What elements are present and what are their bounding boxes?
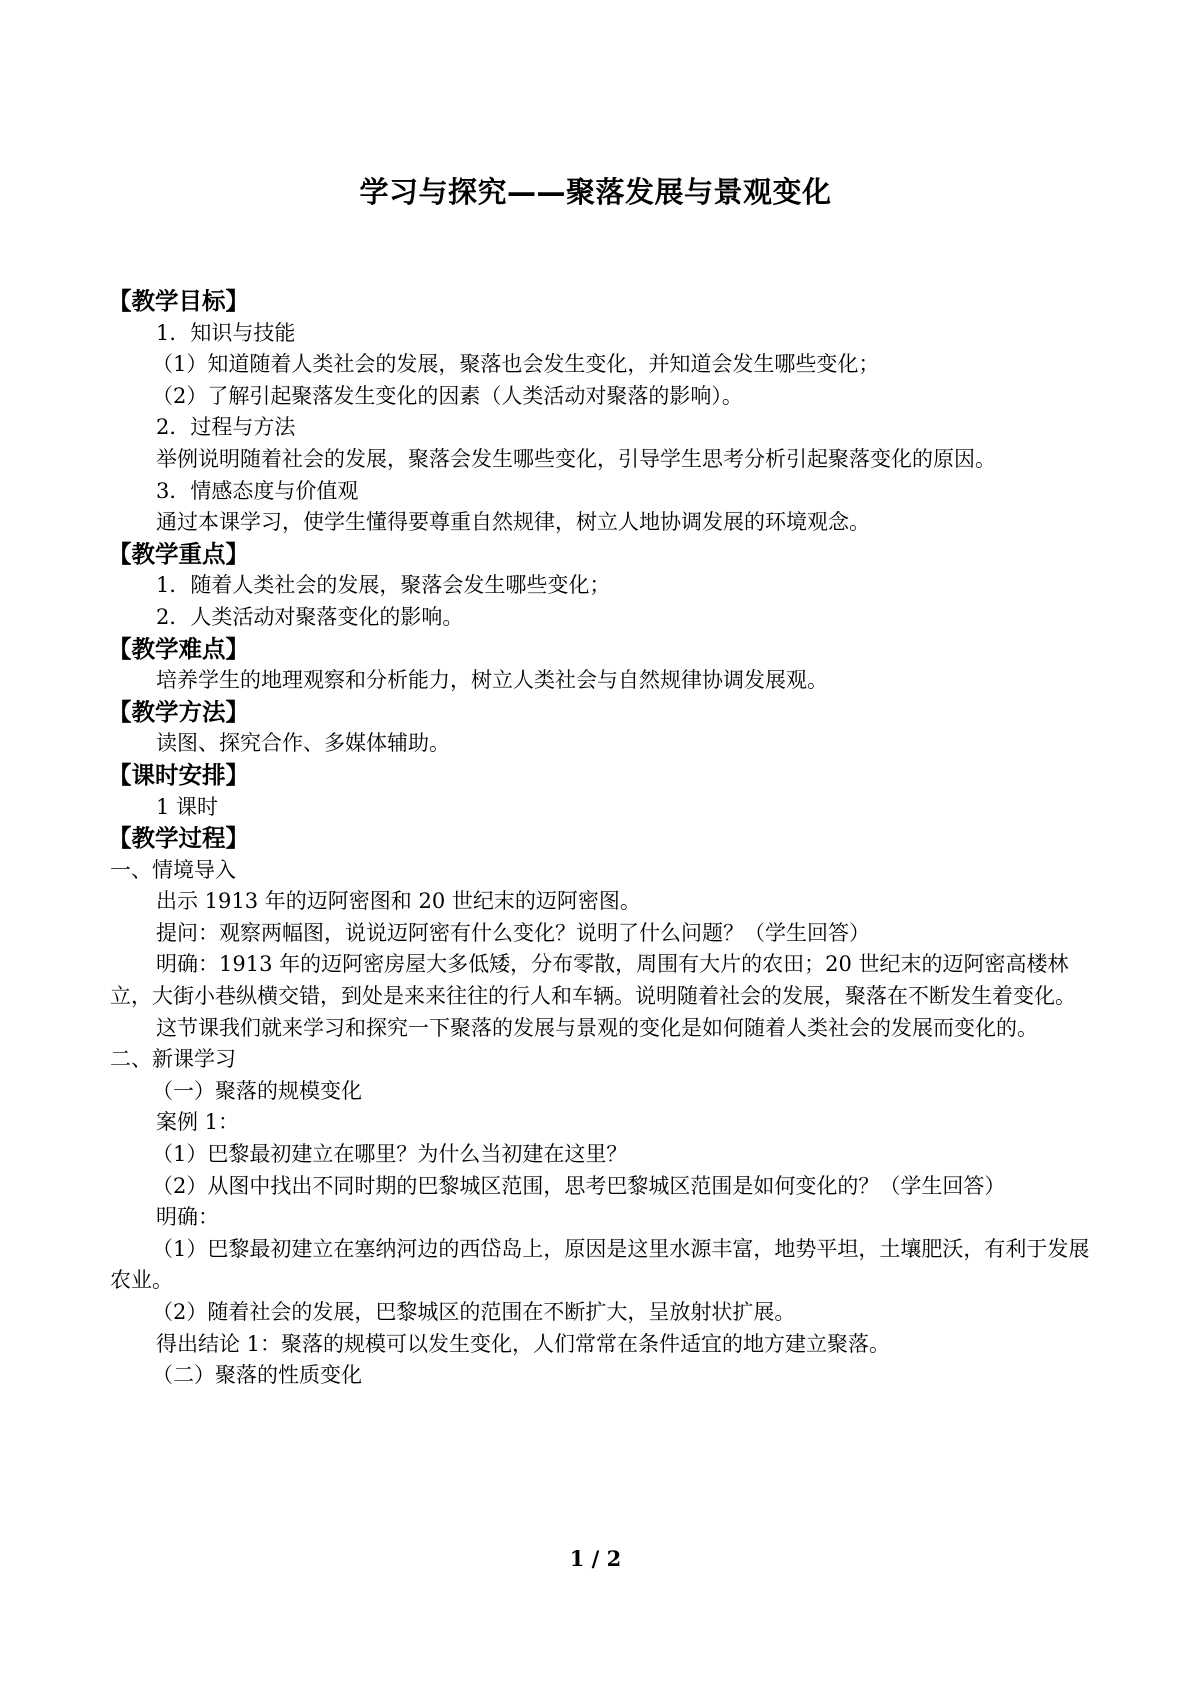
section-heading-objectives: 【教学目标】 <box>108 287 249 315</box>
section-heading-key-points: 【教学重点】 <box>108 539 249 568</box>
section-heading-process: 【教学过程】 <box>108 824 249 853</box>
process-paragraph: （2）从图中找出不同时期的巴黎城区范围，思考巴黎城区范围是如何变化的？（学生回答） <box>152 1173 1006 1198</box>
objective-line: 2．过程与方法 <box>156 415 296 440</box>
process-line: 明确： <box>156 1205 219 1230</box>
process-line: （二）聚落的性质变化 <box>152 1363 362 1388</box>
objective-line: 1．知识与技能 <box>156 320 296 345</box>
page-number: 1 / 2 <box>569 1546 622 1571</box>
process-subheading: 一、情境导入 <box>110 857 236 882</box>
document-title: 学习与探究——聚落发展与景观变化 <box>359 175 832 209</box>
process-subheading: 二、新课学习 <box>110 1047 236 1072</box>
method-line: 读图、探究合作、多媒体辅助。 <box>156 731 450 756</box>
process-line: 案例 1： <box>156 1110 240 1135</box>
objective-line: 通过本课学习，使学生懂得要尊重自然规律，树立人地协调发展的环境观念。 <box>156 510 870 535</box>
process-line: 提问：观察两幅图，说说迈阿密有什么变化？说明了什么问题？（学生回答） <box>156 920 870 945</box>
key-point-line: 1．随着人类社会的发展，聚落会发生哪些变化； <box>156 573 611 598</box>
difficulty-line: 培养学生的地理观察和分析能力，树立人类社会与自然规律协调发展观。 <box>156 668 828 693</box>
process-paragraph: （1）巴黎最初建立在塞纳河边的西岱岛上，原因是这里水源丰富，地势平坦，土壤肥沃，有利于发展农业。 <box>110 1236 1090 1293</box>
objective-paragraph: 举例说明随着社会的发展，聚落会发生哪些变化，引导学生思考分析引起聚落变化的原因。 <box>156 446 996 471</box>
section-heading-schedule: 【课时安排】 <box>108 760 249 789</box>
process-line: （一）聚落的规模变化 <box>152 1078 362 1103</box>
process-line: （1）巴黎最初建立在哪里？为什么当初建在这里？ <box>152 1142 628 1167</box>
process-line: 出示 1913 年的迈阿密图和 20 世纪末的迈阿密图。 <box>156 889 641 914</box>
objective-line: （2）了解引起聚落发生变化的因素（人类活动对聚落的影响）。 <box>152 383 743 408</box>
section-heading-difficulties: 【教学难点】 <box>108 634 249 663</box>
process-paragraph: 明确：1913 年的迈阿密房屋大多低矮，分布零散，周围有大片的农田；20 世纪末的迈阿密高楼林立，大街小巷纵横交错，到处是来来往往的行人和车辆。说明随着社会的发展，聚落在不断发生着变化。 <box>110 952 1076 1009</box>
process-paragraph: 这节课我们就来学习和探究一下聚落的发展与景观的变化是如何随着人类社会的发展而变化的。 <box>156 1015 1038 1040</box>
process-line: （2）随着社会的发展，巴黎城区的范围在不断扩大，呈放射状扩展。 <box>152 1300 796 1324</box>
section-heading-methods: 【教学方法】 <box>108 697 249 726</box>
objective-line: （1）知道随着人类社会的发展，聚落也会发生变化，并知道会发生哪些变化； <box>152 352 880 377</box>
objective-line: 3．情感态度与价值观 <box>156 478 359 503</box>
document-body <box>110 286 1090 1392</box>
key-point-line: 2．人类活动对聚落变化的影响。 <box>156 604 464 629</box>
process-line: 得出结论 1：聚落的规模可以发生变化，人们常常在条件适宜的地方建立聚落。 <box>156 1331 891 1356</box>
schedule-line: 1 课时 <box>156 794 219 819</box>
